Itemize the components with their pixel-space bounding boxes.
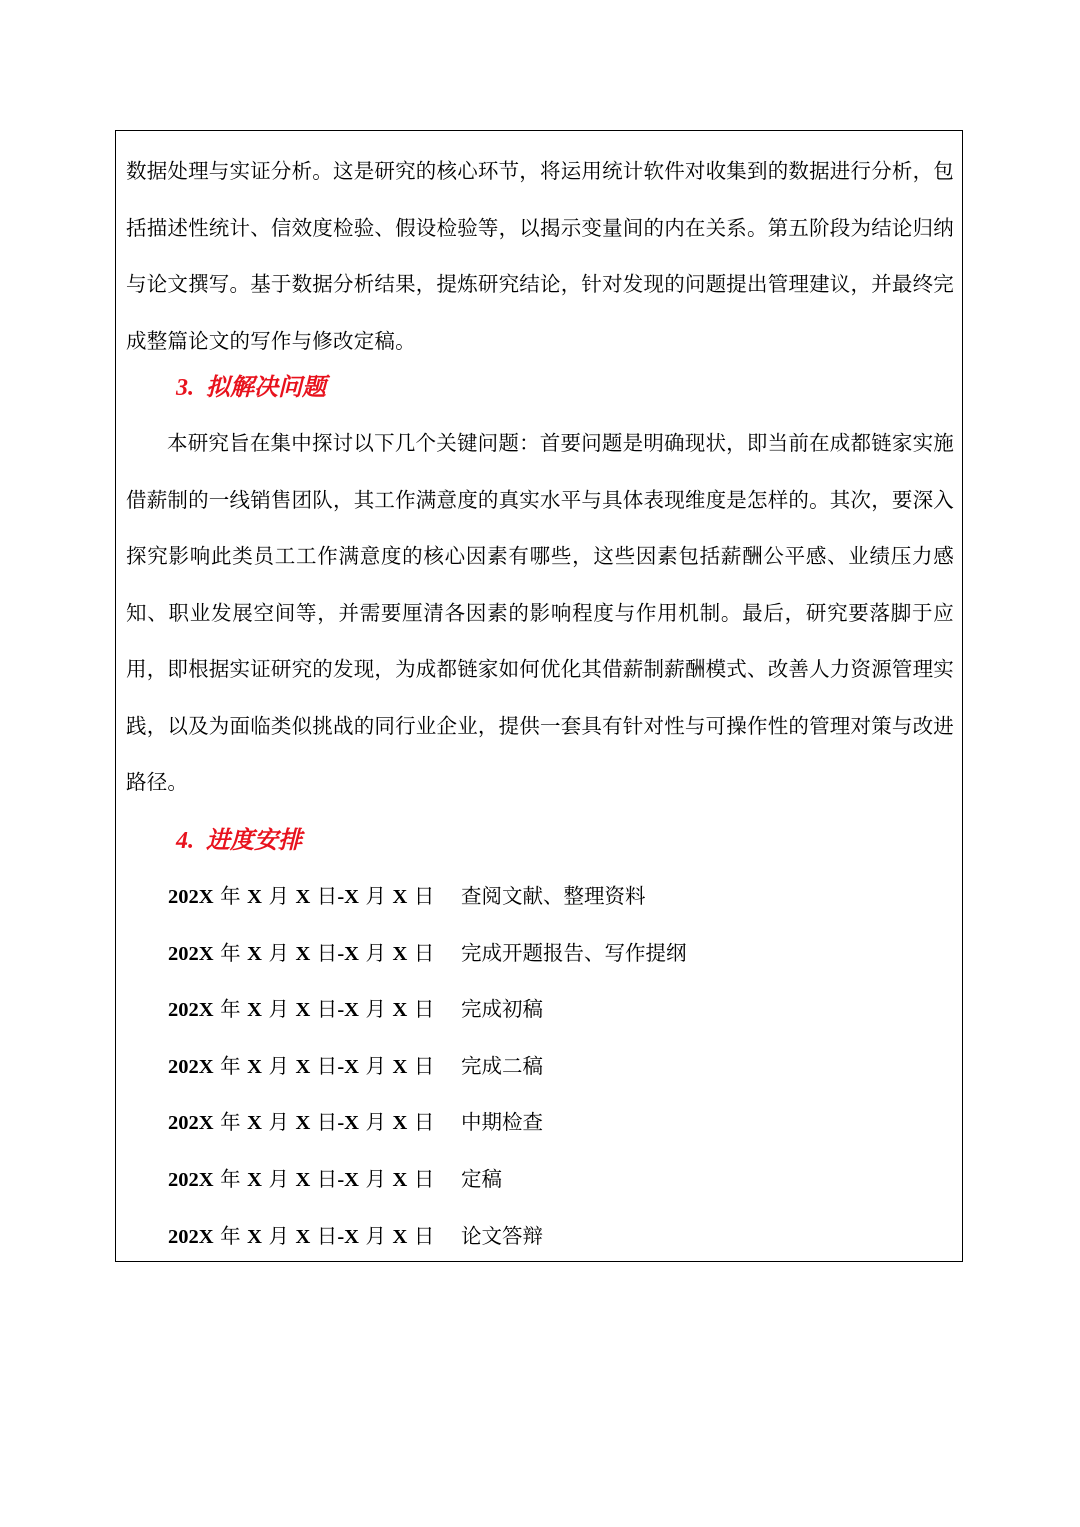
schedule-row [168,1107,543,1137]
date-part-day: X [295,886,311,908]
date-part-day-unit: 日 [310,884,338,908]
date-part-day2-unit: 日 [407,1053,435,1078]
date-part-day2-unit: 日 [407,884,435,908]
date-part-day2-unit: 日 [407,997,435,1022]
date-part-day2: X [392,1225,408,1248]
date-part-day-unit: 日 [310,1110,338,1135]
date-part-year: 202X [168,1225,214,1248]
schedule-row [168,994,543,1024]
section3-title: 拟解决问题 [206,372,326,401]
date-part-dash: -X [337,1169,359,1191]
date-part-year: 202X [168,1055,214,1078]
schedule-row [168,1164,502,1194]
content-frame [115,130,963,1262]
date-part-month: X [247,1055,262,1078]
schedule-task: 完成开题报告、写作提纲 [461,940,687,965]
date-part-day: X [295,942,311,965]
date-part-day-unit: 日 [310,1223,338,1248]
date-part-year-unit: 年 [213,997,248,1022]
date-part-month2-unit: 月 [358,997,393,1022]
date-part-year-unit: 年 [213,1110,248,1135]
date-part-month2-unit: 月 [358,884,393,908]
date-part-day2: X [392,1169,408,1191]
date-part-month-unit: 月 [261,997,296,1022]
schedule-date [168,881,461,912]
date-part-year: 202X [168,942,214,965]
date-part-day-unit: 日 [310,997,338,1022]
section3-heading [176,372,326,403]
date-part-year-unit: 年 [213,940,248,965]
date-part-month2-unit: 月 [358,1223,393,1248]
schedule-row [168,1051,543,1081]
schedule-task: 完成二稿 [461,1053,543,1078]
schedule-row [168,881,646,911]
schedule-task: 查阅文献、整理资料 [461,884,646,908]
date-part-year: 202X [168,1169,214,1191]
schedule-date [168,1221,461,1252]
schedule-task: 定稿 [461,1167,502,1191]
date-part-year-unit: 年 [213,1167,248,1191]
date-part-dash: -X [337,999,359,1022]
date-part-year-unit: 年 [213,1053,248,1078]
date-part-day: X [295,1112,311,1135]
date-part-day-unit: 日 [310,940,338,965]
schedule-date [168,1051,461,1082]
date-part-day: X [295,1055,311,1078]
schedule-task: 完成初稿 [461,997,543,1022]
date-part-month-unit: 月 [261,940,296,965]
schedule-row [168,1221,543,1251]
date-part-day2: X [392,1055,408,1078]
date-part-day2-unit: 日 [407,1223,435,1248]
date-part-month2-unit: 月 [358,1110,393,1135]
date-part-month-unit: 月 [261,1223,296,1248]
date-part-dash: -X [337,1055,359,1078]
date-part-month: X [247,999,262,1022]
section4-title: 进度安排 [206,825,302,854]
date-part-day2: X [392,999,408,1022]
date-part-day: X [295,1169,311,1191]
date-part-day2-unit: 日 [407,1167,435,1191]
section4-heading [176,825,302,856]
section4-number: 4. [176,828,194,854]
date-part-month-unit: 月 [261,1053,296,1078]
date-part-year-unit: 年 [213,1223,248,1248]
date-part-day: X [295,999,311,1022]
date-part-day2-unit: 日 [407,1110,435,1135]
date-part-day2: X [392,886,408,908]
schedule-task: 论文答辩 [461,1223,543,1248]
date-part-day2: X [392,942,408,965]
schedule-date [168,1107,461,1138]
date-part-month-unit: 月 [261,884,296,908]
date-part-month: X [247,1112,262,1135]
schedule-task: 中期检查 [461,1110,543,1135]
date-part-day2: X [392,1112,408,1135]
date-part-year: 202X [168,886,214,908]
date-part-day: X [295,1225,311,1248]
date-part-month-unit: 月 [261,1167,296,1191]
date-part-day2-unit: 日 [407,940,435,965]
schedule-row [168,938,687,968]
section2-paragraph: 数据处理与实证分析。这是研究的核心环节，将运用统计软件对收集到的数据进行分析，包括描述性统计、信效度检验、假设检验等，以揭示变量间的内在关系。第五阶段为结论归纳与论文撰写。基于数据分析结果，提炼研究结论，针对发现的问题提出管理建议，并最终完成整篇论文的写作与修改定稿。 [126,159,954,353]
date-part-month: X [247,1225,262,1248]
date-part-dash: -X [337,886,359,908]
date-part-month-unit: 月 [261,1110,296,1135]
date-part-dash: -X [337,1225,359,1248]
date-part-year-unit: 年 [213,884,248,908]
schedule-date [168,938,461,969]
date-part-year: 202X [168,1112,214,1135]
section3-number: 3. [176,375,194,401]
date-part-month: X [247,886,262,908]
section3-paragraph: 本研究旨在集中探讨以下几个关键问题：首要问题是明确现状，即当前在成都链家实施借薪制的一线销售团队，其工作满意度的真实水平与具体表现维度是怎样的。其次，要深入探究影响此类员工工作满意度的核心因素有哪些，这些因素包括薪酬公平感、业绩压力感知、职业发展空间等，并需要厘清各因素的影响程度与作用机制。最后，研究要落脚于应用，即根据实证研究的发现，为成都链家如何优化其借薪制薪酬模式、改善人力资源管理实践，以及为面临类似挑战的同行业企业，提供一套具有针对性与可操作性的管理对策与改进路径。 [126,431,954,794]
date-part-month: X [247,1169,262,1191]
date-part-dash: -X [337,942,359,965]
date-part-month2-unit: 月 [358,1167,393,1191]
date-part-day-unit: 日 [310,1167,338,1191]
schedule-date [168,1164,461,1195]
date-part-month: X [247,942,262,965]
date-part-year: 202X [168,999,214,1022]
date-part-month2-unit: 月 [358,940,393,965]
date-part-dash: -X [337,1112,359,1135]
date-part-day-unit: 日 [310,1053,338,1078]
date-part-month2-unit: 月 [358,1053,393,1078]
schedule-date [168,994,461,1025]
